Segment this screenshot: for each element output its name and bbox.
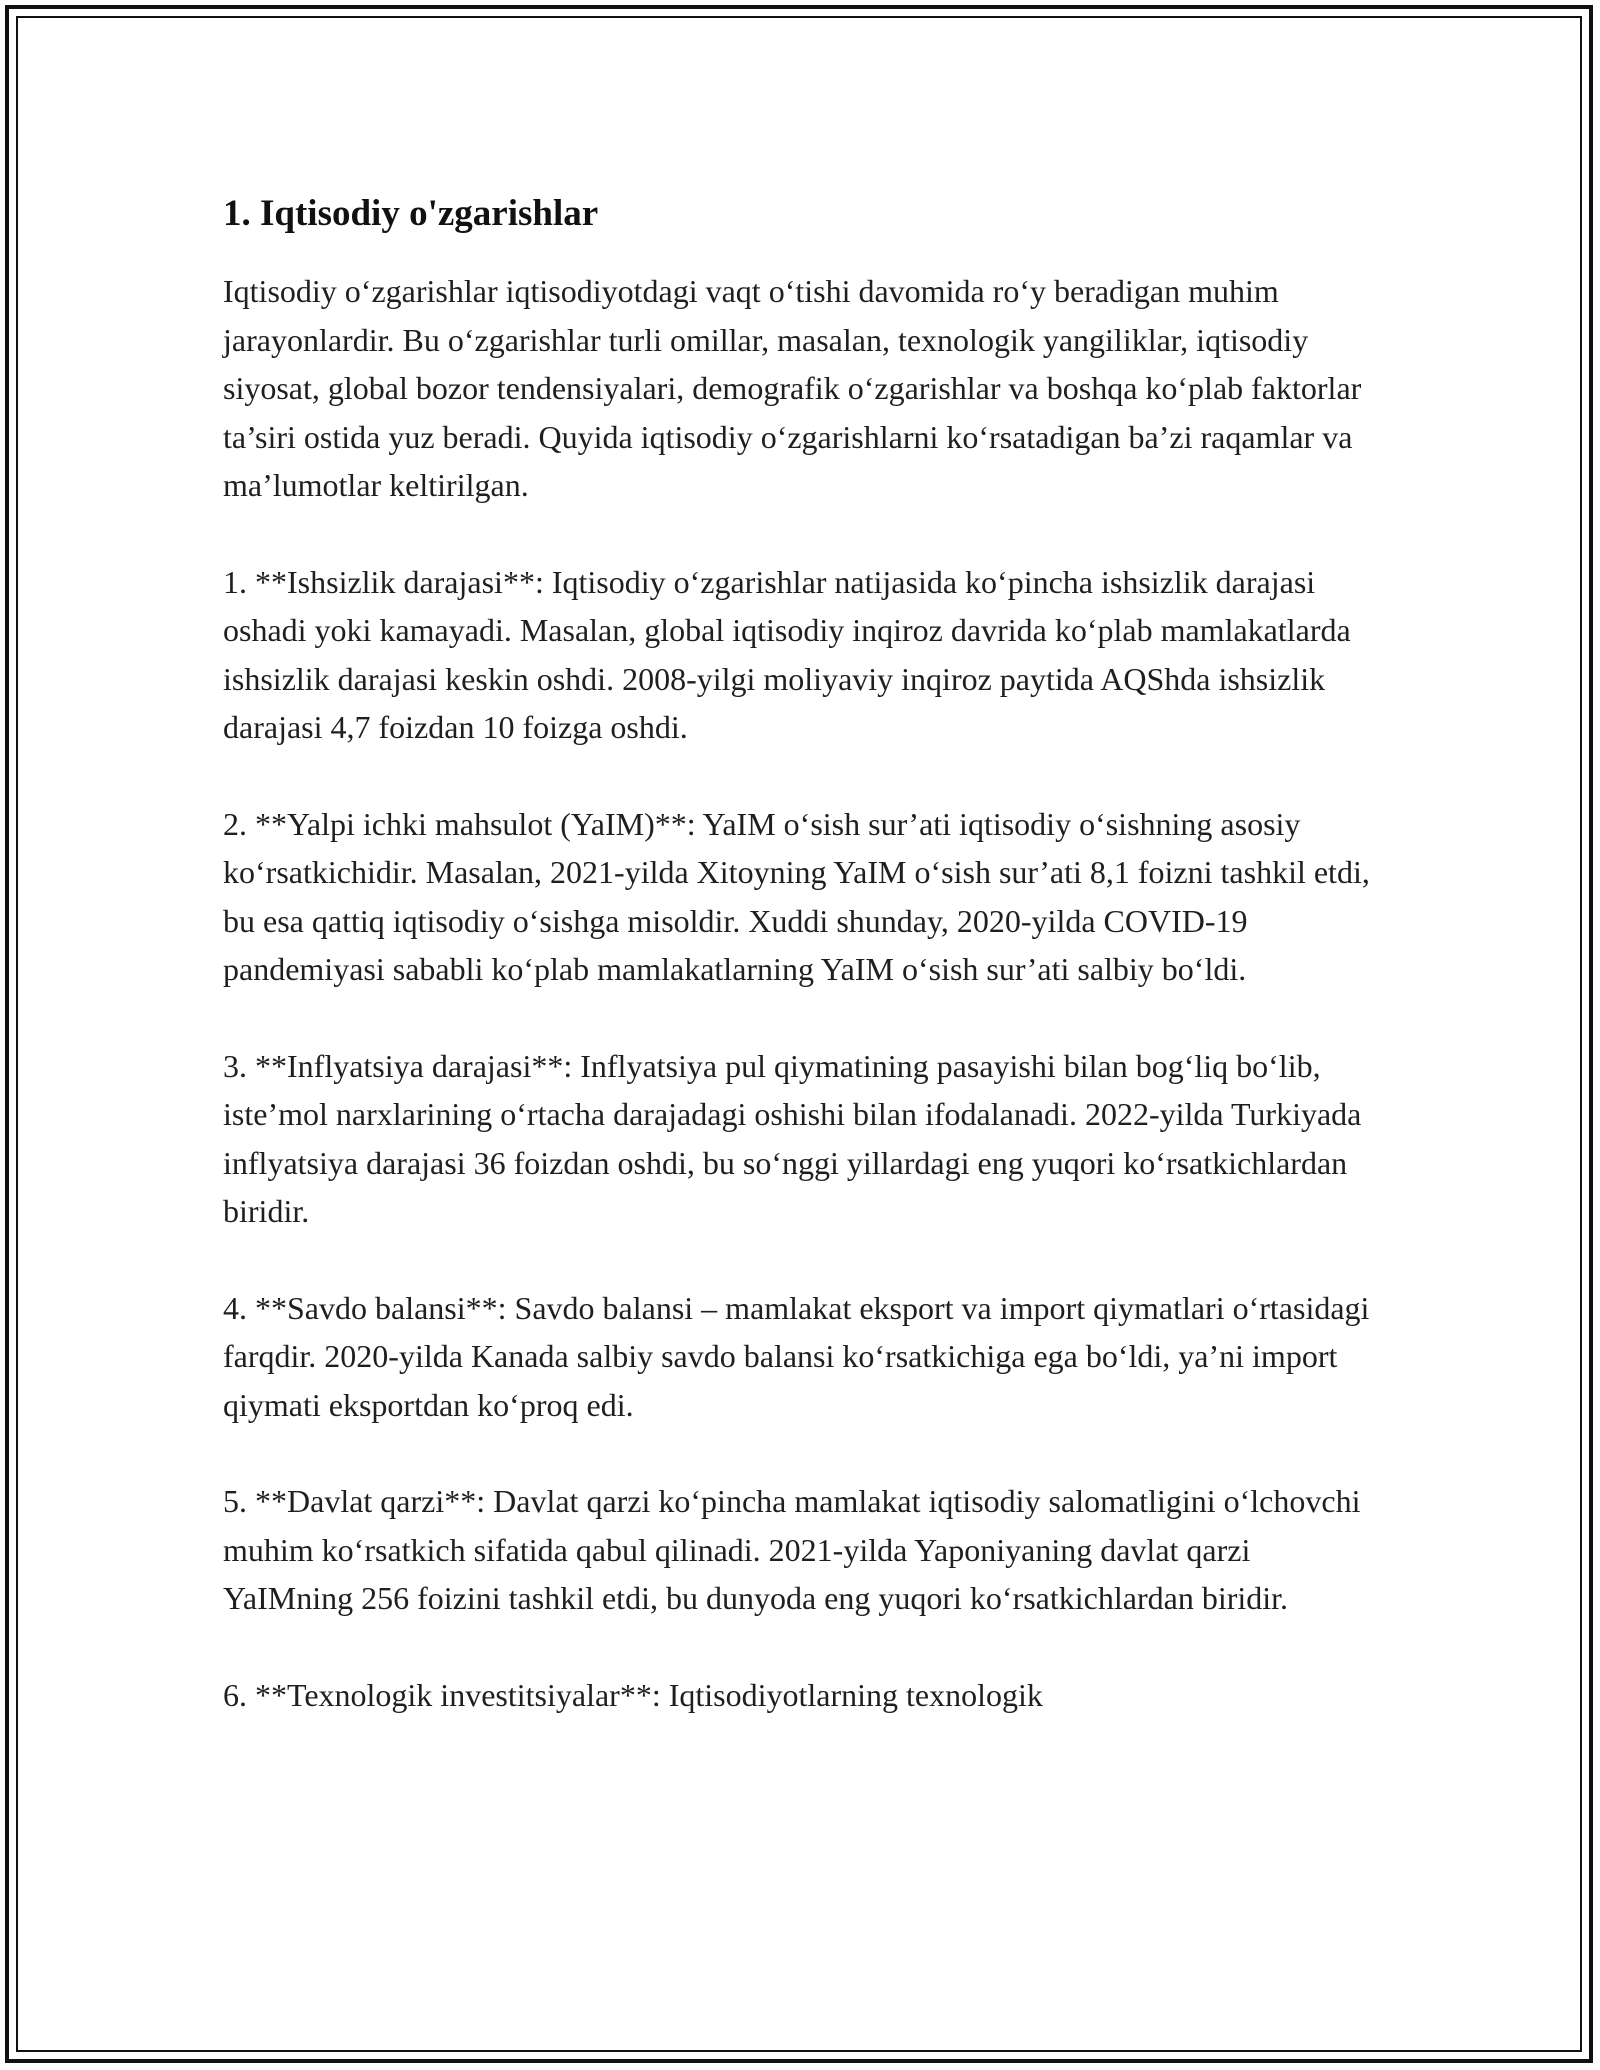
list-item-trade-balance: 4. **Savdo balansi**: Savdo balansi – mamlakat eksport va import qiymatlari o‘rtasidagi farqdir. 2020-yilda Kanada salbiy savdo balansi ko‘rsatkichiga ega bo‘ldi, ya’ni import qiymati eksportdan ko‘proq edi. [223,1289,1370,1423]
list-item-tech-investments: 6. **Texnologik investitsiyalar**: Iqtisodiyotlarning texnologik [223,1676,1043,1713]
document-body [223,185,1373,1767]
intro-paragraph: Iqtisodiy o‘zgarishlar iqtisodiyotdagi vaqt o‘tishi davomida ro‘y beradigan muhim jarayonlardir. Bu o‘zgarishlar turli omillar, masalan, texnologik yangiliklar, iqtisodiy siyosat, global bozor tendensiyalari, demografik o‘zgarishlar va boshqa ko‘plab faktorlar ta’siri ostida yuz beradi. Quyida iqtisodiy o‘zgarishlarni ko‘rsatadigan ba’zi raqamlar va ma’lumotlar keltirilgan. [223,273,1362,503]
document-title: 1. Iqtisodiy o'zgarishlar [223,193,599,234]
list-item-public-debt: 5. **Davlat qarzi**: Davlat qarzi ko‘pincha mamlakat iqtisodiy salomatligini o‘lchovchi muhim ko‘rsatkich sifatida qabul qilinadi. 2021-yilda Yaponiyaning davlat qarzi YaIMning 256 foizini tashkil etdi, bu dunyoda eng yuqori ko‘rsatkichlardan biridir. [223,1483,1361,1616]
list-item-inflation: 3. **Inflyatsiya darajasi**: Inflyatsiya pul qiymatining pasayishi bilan bog‘liq bo‘lib, iste’mol narxlarining o‘rtacha darajadagi oshishi bilan ifodalanadi. 2022-yilda Turkiyada inflyatsiya darajasi 36 foizdan oshdi, bu so‘nggi yillardagi eng yuqori ko‘rsatkichlardan biridir. [223,1047,1362,1229]
list-item-gdp: 2. **Yalpi ichki mahsulot (YaIM)**: YaIM o‘sish sur’ati iqtisodiy o‘sishning asosiy ko‘rsatkichidir. Masalan, 2021-yilda Xitoyning YaIM o‘sish sur’ati 8,1 foizni tashkil etdi, bu esa qattiq iqtisodiy o‘sishga misoldir. Xuddi shunday, 2020-yilda COVID-19 pandemiyasi sababli ko‘plab mamlakatlarning YaIM o‘sish sur’ati salbiy bo‘ldi. [223,805,1370,987]
list-item-unemployment: 1. **Ishsizlik darajasi**: Iqtisodiy o‘zgarishlar natijasida ko‘pincha ishsizlik darajasi oshadi yoki kamayadi. Masalan, global iqtisodiy inqiroz davrida ko‘plab mamlakatlarda ishsizlik darajasi keskin oshdi. 2008-yilgi moliyaviy inqiroz paytida AQShda ishsizlik darajasi 4,7 foizdan 10 foizga oshdi. [223,563,1351,745]
